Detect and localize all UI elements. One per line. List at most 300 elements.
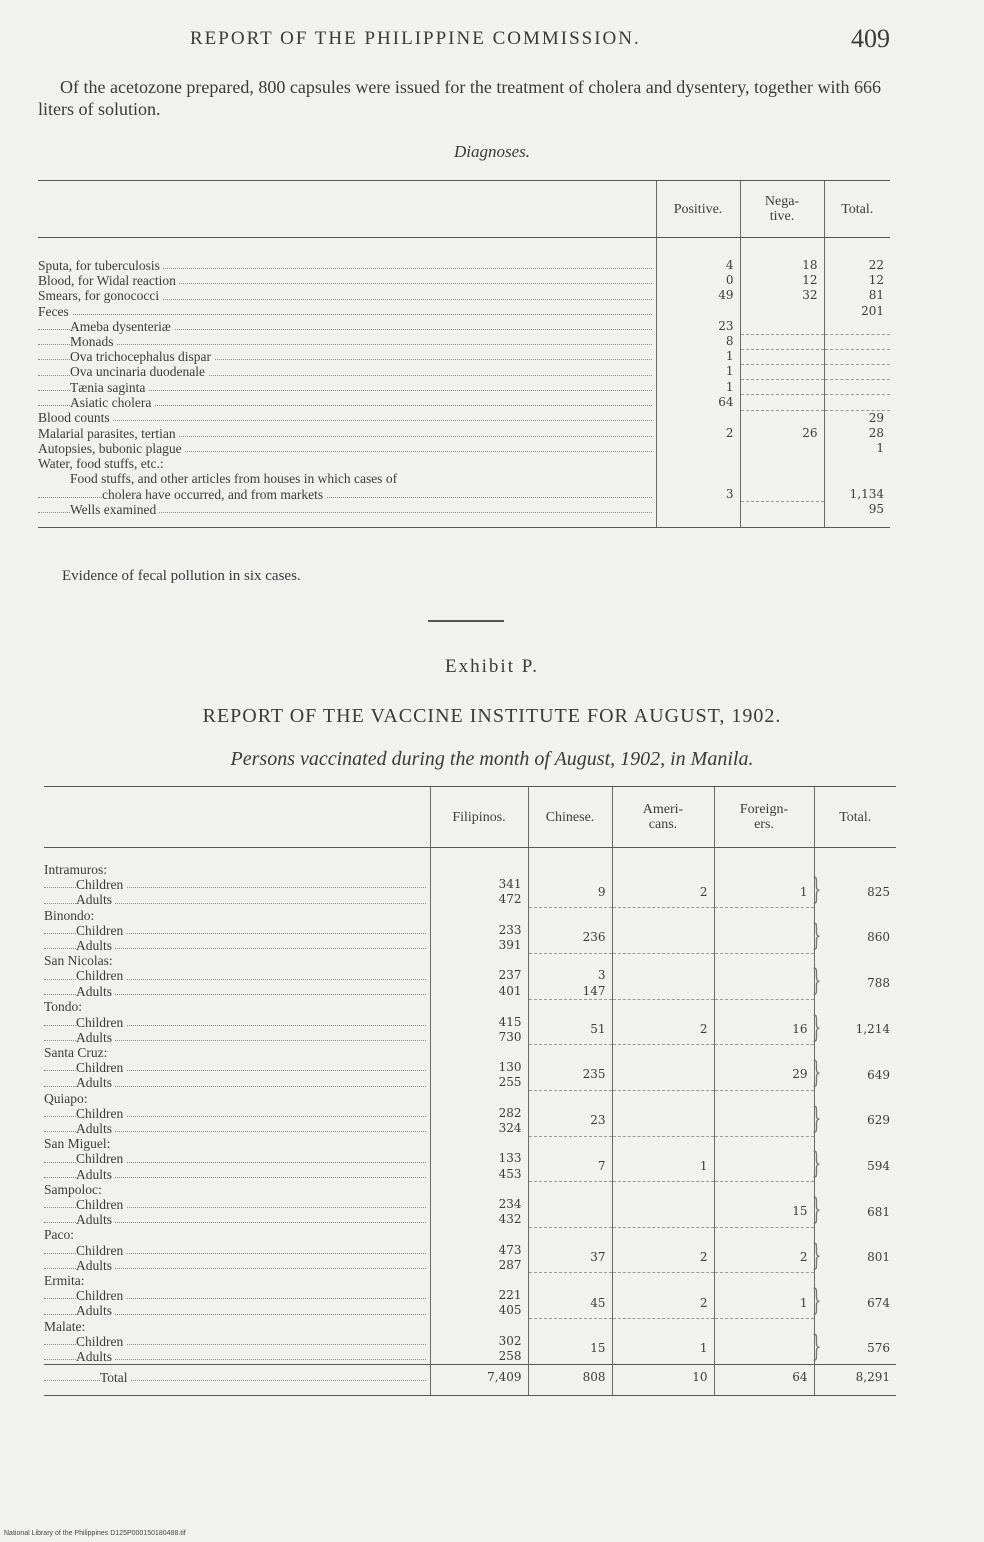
americans-value [612, 1060, 714, 1090]
vaccination-table [44, 786, 896, 1396]
filipinos-adults-value: 401 [430, 984, 528, 999]
district-children-row [44, 1334, 896, 1349]
district-total-text: 1,214 [855, 1022, 890, 1037]
row-label: Children [76, 1015, 126, 1030]
spacer-cell [714, 848, 814, 878]
row-label-wrap [38, 441, 656, 456]
district-total-value [811, 1191, 896, 1227]
row-label: Ova uncinaria duodenale [70, 364, 208, 379]
brace-icon: } [811, 1009, 821, 1045]
americans-value: 1 [612, 1334, 714, 1365]
row-label-wrap [44, 1030, 430, 1045]
district-heading-row [44, 1182, 896, 1197]
district-total-value [811, 963, 896, 999]
spacer-cell [714, 1273, 814, 1288]
page-number: 409 [851, 24, 890, 53]
district-heading-row [44, 1273, 896, 1288]
spacer-cell [714, 1045, 814, 1060]
adults-label [44, 1303, 430, 1318]
row-label-wrap [38, 410, 656, 425]
brace-icon: } [811, 917, 821, 953]
foreigners-value: 2 [714, 1243, 814, 1273]
district-total-value [811, 1328, 896, 1365]
foreigners-value [714, 923, 814, 953]
diagnosis-pos-value: 23 [656, 319, 740, 334]
row-label-wrap [44, 1349, 430, 1364]
row-label-wrap [38, 288, 656, 303]
diagnosis-total-value [824, 334, 890, 349]
row-label: Santa Cruz: [44, 1045, 110, 1060]
spacer-cell [430, 953, 528, 968]
row-label-wrap [38, 364, 656, 379]
children-label [44, 1243, 430, 1258]
diagnosis-pos-value [656, 304, 740, 319]
row-label-wrap [44, 953, 430, 968]
chinese-value: 9 [528, 877, 612, 907]
spacer-cell [430, 1045, 528, 1060]
row-label: Adults [76, 892, 115, 907]
diagnosis-pos-value: 1 [656, 380, 740, 395]
diagnosis-pos-value [656, 441, 740, 456]
diagnosis-total-value: 81 [824, 288, 890, 303]
district-total-text: 674 [867, 1295, 890, 1310]
row-label: Children [76, 1151, 126, 1166]
diagnosis-label [38, 487, 656, 502]
brace-icon: } [811, 1100, 821, 1136]
diagnosis-total-value: 1 [824, 441, 890, 456]
spacer-cell [528, 1319, 612, 1334]
spacer-cell [814, 848, 896, 878]
adults-label [44, 1258, 430, 1273]
adults-label [44, 938, 430, 953]
grand-total-filipinos: 7,409 [430, 1365, 528, 1396]
diagnosis-pos-value [656, 471, 740, 486]
district-name [44, 1091, 430, 1106]
spacer-cell [814, 953, 896, 968]
district-total-text: 629 [867, 1113, 890, 1128]
row-label-wrap [44, 1258, 430, 1273]
row-label: cholera have occurred, and from markets [102, 487, 326, 502]
district-heading-row [44, 999, 896, 1014]
diagnosis-row [38, 319, 890, 334]
row-label-wrap [38, 334, 656, 349]
chinese-value: 235 [528, 1060, 612, 1090]
row-label: Sampoloc: [44, 1182, 105, 1197]
diagnosis-pos-value: 3 [656, 487, 740, 502]
row-label: Tænia saginta [70, 380, 148, 395]
district-children-row [44, 1288, 896, 1303]
district-total-value [811, 1146, 896, 1182]
children-label [44, 1334, 430, 1349]
district-total-text: 576 [867, 1341, 890, 1356]
row-label: Binondo: [44, 908, 97, 923]
district-heading-row [44, 1045, 896, 1060]
district-children-row [44, 1015, 896, 1030]
spacer-cell [430, 848, 528, 878]
diagnosis-row [38, 426, 890, 441]
column-header-foreigners-text: Foreign- ers. [739, 802, 789, 832]
diagnosis-neg-value [740, 364, 824, 379]
spacer-cell [612, 1273, 714, 1288]
row-label-wrap [44, 1243, 430, 1258]
exhibit-heading: Exhibit P. [445, 656, 539, 677]
row-label-wrap [44, 1045, 430, 1060]
diagnosis-total-value [824, 364, 890, 379]
diagnosis-neg-value: 18 [740, 238, 824, 274]
foreigners-value [714, 1151, 814, 1181]
americans-value [612, 1197, 714, 1227]
row-label: Monads [70, 334, 117, 349]
adults-label [44, 1349, 430, 1365]
diagnosis-total-value [824, 319, 890, 334]
diagnosis-label [38, 238, 656, 274]
spacer-cell [714, 999, 814, 1014]
children-label [44, 1197, 430, 1212]
district-total-text: 860 [867, 930, 890, 945]
spacer-cell [814, 908, 896, 923]
archive-footer: National Library of the Philippines D125P000150180488.tif [4, 1530, 186, 1537]
americans-value [612, 968, 714, 999]
spacer-cell [714, 953, 814, 968]
diagnoses-label-header [38, 181, 656, 238]
grand-total-foreigners: 64 [714, 1365, 814, 1396]
spacer-cell [612, 1045, 714, 1060]
diagnosis-pos-value: 64 [656, 395, 740, 410]
row-label: Sputa, for tuberculosis [38, 258, 163, 273]
row-label: Adults [76, 1303, 115, 1318]
spacer-cell [430, 999, 528, 1014]
district-total-value [811, 1009, 896, 1045]
diagnosis-neg-value [740, 487, 824, 502]
row-label-wrap [44, 1121, 430, 1136]
district-heading-row [44, 1091, 896, 1106]
column-header-positive: Positive. [656, 181, 740, 238]
row-label: Malate: [44, 1319, 88, 1334]
chinese-value: 236 [528, 923, 612, 953]
chinese-value: 23 [528, 1106, 612, 1136]
spacer-cell [430, 1273, 528, 1288]
district-name [44, 1319, 430, 1334]
adults-label [44, 1121, 430, 1136]
row-label-wrap [44, 1319, 430, 1334]
diagnosis-neg-value [740, 456, 824, 471]
row-label: Adults [76, 1075, 115, 1090]
row-label: Children [76, 968, 126, 983]
children-label [44, 968, 430, 983]
filipinos-adults-value: 472 [430, 892, 528, 907]
filipinos-children-value: 473 [430, 1243, 528, 1258]
brace-icon: } [811, 1191, 821, 1227]
district-name [44, 1227, 430, 1242]
children-label [44, 1288, 430, 1303]
row-label: Children [76, 1243, 126, 1258]
district-total-value [811, 1283, 896, 1319]
row-label: Children [76, 877, 126, 892]
row-label: Wells examined [70, 502, 159, 517]
row-label-wrap [44, 1182, 430, 1197]
spacer-cell [612, 953, 714, 968]
filipinos-children-value: 221 [430, 1288, 528, 1303]
district-name [44, 848, 430, 878]
section-divider [428, 620, 504, 622]
diagnosis-row [38, 238, 890, 274]
diagnosis-neg-value [740, 502, 824, 528]
district-heading-row [44, 908, 896, 923]
row-label-wrap [38, 426, 656, 441]
column-header-chinese: Chinese. [528, 787, 612, 848]
spacer-cell [814, 1091, 896, 1106]
row-label-wrap [44, 968, 430, 983]
diagnosis-label [38, 456, 656, 471]
diagnosis-row [38, 288, 890, 303]
row-label-wrap [44, 923, 430, 938]
district-total-value [811, 1055, 896, 1091]
district-name [44, 908, 430, 923]
row-label-wrap [44, 1151, 430, 1166]
americans-value: 2 [612, 1015, 714, 1045]
foreigners-value: 15 [714, 1197, 814, 1227]
evidence-note: Evidence of fecal pollution in six cases. [62, 568, 301, 584]
row-label: Adults [76, 984, 115, 999]
row-label-wrap [38, 502, 656, 517]
diagnosis-pos-value: 8 [656, 334, 740, 349]
district-total-value [811, 872, 896, 908]
spacer-cell [612, 908, 714, 923]
row-label-wrap [44, 1197, 430, 1212]
diagnosis-neg-value [740, 410, 824, 426]
row-label-wrap [44, 1273, 430, 1288]
diagnosis-label [38, 410, 656, 426]
brace-icon: } [811, 1055, 821, 1091]
adults-label [44, 1030, 430, 1045]
diagnosis-pos-value: 2 [656, 426, 740, 441]
adults-label [44, 892, 430, 907]
foreigners-value: 1 [714, 877, 814, 907]
row-label-wrap [44, 1288, 430, 1303]
district-name [44, 1136, 430, 1151]
brace-icon: } [811, 1237, 821, 1273]
spacer-cell [430, 1182, 528, 1197]
diagnosis-total-value [824, 395, 890, 410]
diagnosis-total-value: 201 [824, 304, 890, 319]
filipinos-adults-value: 453 [430, 1167, 528, 1182]
spacer-cell [814, 1227, 896, 1242]
filipinos-adults-value: 287 [430, 1258, 528, 1273]
total-row [44, 1365, 896, 1396]
chinese-value: 37 [528, 1243, 612, 1273]
column-header-americans-text: Ameri- cans. [642, 802, 684, 832]
spacer-cell [814, 1273, 896, 1288]
row-label-wrap [38, 456, 656, 471]
chinese-value: 7 [528, 1151, 612, 1181]
spacer-cell [612, 1319, 714, 1334]
row-label-wrap [44, 1167, 430, 1182]
spacer-cell [814, 1045, 896, 1060]
chinese-value: 15 [528, 1334, 612, 1365]
row-label-wrap [38, 319, 656, 334]
intro-paragraph: Of the acetozone prepared, 800 capsules were issued for the treatment of cholera and dysentery, together with 666 liters of solution. [38, 77, 882, 119]
row-label-wrap [44, 1091, 430, 1106]
district-total-value [811, 1100, 896, 1136]
row-label: Blood counts [38, 410, 113, 425]
diagnosis-row [38, 456, 890, 471]
diagnosis-neg-value: 26 [740, 426, 824, 441]
district-children-row [44, 877, 896, 892]
diagnosis-neg-value [740, 304, 824, 319]
americans-value: 2 [612, 1288, 714, 1318]
diagnosis-total-value: 29 [824, 410, 890, 426]
row-label: Adults [76, 1349, 115, 1364]
district-heading-row [44, 1227, 896, 1242]
filipinos-children-value: 415 [430, 1015, 528, 1030]
district-children-row [44, 923, 896, 938]
diagnosis-total-value: 12 [824, 273, 890, 288]
diagnosis-row [38, 334, 890, 349]
row-label: Water, food stuffs, etc.: [38, 456, 167, 471]
district-children-row [44, 1060, 896, 1075]
row-label-wrap [44, 862, 430, 877]
spacer-cell [714, 1182, 814, 1197]
spacer-cell [612, 999, 714, 1014]
row-label: Paco: [44, 1227, 77, 1242]
district-name [44, 1273, 430, 1288]
row-label: Malarial parasites, tertian [38, 426, 179, 441]
diagnosis-neg-value [740, 441, 824, 456]
row-label: Blood, for Widal reaction [38, 273, 179, 288]
row-label-wrap [44, 1106, 430, 1121]
row-label-wrap [44, 999, 430, 1014]
diagnosis-pos-value: 0 [656, 273, 740, 288]
diagnosis-label [38, 288, 656, 303]
americans-value: 2 [612, 877, 714, 907]
row-label: Quiapo: [44, 1091, 91, 1106]
row-label-wrap [44, 1060, 430, 1075]
diagnoses-table [38, 180, 890, 528]
row-label: Children [76, 1106, 126, 1121]
brace-icon: } [811, 1328, 821, 1364]
report-title: REPORT OF THE VACCINE INSTITUTE FOR AUGUST, 1902. [202, 705, 782, 727]
column-header-negative [740, 181, 824, 238]
diagnosis-row [38, 364, 890, 379]
total-label [44, 1365, 430, 1396]
diagnosis-label [38, 426, 656, 441]
diagnoses-caption: Diagnoses. [453, 142, 531, 161]
vaccination-table-body [44, 848, 896, 1396]
district-total-text: 801 [867, 1250, 890, 1265]
diagnosis-label [38, 471, 656, 486]
diagnosis-total-value [824, 456, 890, 471]
spacer-cell [528, 1136, 612, 1151]
diagnosis-label [38, 349, 656, 364]
diagnosis-pos-value: 1 [656, 349, 740, 364]
row-label: Adults [76, 1258, 115, 1273]
foreigners-value [714, 1334, 814, 1365]
diagnosis-row [38, 441, 890, 456]
americans-value [612, 923, 714, 953]
district-children-row [44, 1197, 896, 1212]
row-label: Adults [76, 1167, 115, 1182]
page-header [190, 24, 890, 54]
column-header-americans [612, 787, 714, 848]
diagnosis-total-value [824, 471, 890, 486]
row-label: Asiatic cholera [70, 395, 154, 410]
diagnosis-pos-value: 49 [656, 288, 740, 303]
diagnosis-row [38, 304, 890, 319]
row-label: Children [76, 1288, 126, 1303]
diagnosis-neg-value [740, 380, 824, 395]
spacer-cell [430, 1319, 528, 1334]
district-heading-row [44, 1136, 896, 1151]
row-label: Adults [76, 938, 115, 953]
spacer-cell [814, 1182, 896, 1197]
row-label: Ameba dysenteriæ [70, 319, 174, 334]
district-label-header [44, 787, 430, 848]
diagnosis-pos-value: 4 [656, 238, 740, 274]
row-label-wrap [44, 877, 430, 892]
filipinos-adults-value: 405 [430, 1303, 528, 1318]
spacer-cell [528, 1273, 612, 1288]
district-name [44, 1182, 430, 1197]
diagnosis-total-value: 22 [824, 238, 890, 274]
diagnosis-row [38, 502, 890, 528]
diagnosis-label [38, 380, 656, 395]
column-header-total: Total. [814, 787, 896, 848]
spacer-cell [528, 1182, 612, 1197]
district-total-text: 788 [867, 976, 890, 991]
filipinos-children-value: 133 [430, 1151, 528, 1166]
chinese-value: 45 [528, 1288, 612, 1318]
diagnosis-pos-value: 1 [656, 364, 740, 379]
spacer-cell [430, 908, 528, 923]
spacer-cell [714, 1319, 814, 1334]
adults-label [44, 1075, 430, 1090]
diagnosis-total-value: 95 [824, 502, 890, 528]
spacer-cell [430, 1227, 528, 1242]
district-total-text: 594 [867, 1158, 890, 1173]
diagnosis-row [38, 471, 890, 486]
diagnosis-label [38, 319, 656, 334]
diagnosis-label [38, 364, 656, 379]
running-title: REPORT OF THE PHILIPPINE COMMISSION. [190, 28, 641, 49]
diagnosis-label [38, 395, 656, 410]
district-total-value [811, 1237, 896, 1273]
row-label: Tondo: [44, 999, 85, 1014]
row-label: Adults [76, 1121, 115, 1136]
spacer-cell [528, 908, 612, 923]
row-label: Children [76, 923, 126, 938]
brace-icon: } [811, 963, 821, 999]
column-header-filipinos: Filipinos. [430, 787, 528, 848]
children-label [44, 1060, 430, 1075]
district-total-text: 825 [867, 884, 890, 899]
diagnosis-pos-value [656, 410, 740, 426]
children-label [44, 1015, 430, 1030]
brace-icon: } [811, 872, 821, 908]
column-header-negative-text: Nega- tive. [764, 194, 800, 224]
spacer-cell [528, 953, 612, 968]
district-heading-row [44, 1319, 896, 1334]
diagnosis-neg-value [740, 319, 824, 334]
row-label-wrap [44, 892, 430, 907]
filipinos-adults-value: 730 [430, 1030, 528, 1045]
foreigners-value: 29 [714, 1060, 814, 1090]
row-label-wrap [44, 1334, 430, 1349]
americans-value: 1 [612, 1151, 714, 1181]
grand-total-total: 8,291 [814, 1365, 896, 1396]
filipinos-children-value: 341 [430, 877, 528, 892]
row-label-wrap [44, 1227, 430, 1242]
foreigners-value [714, 1106, 814, 1136]
